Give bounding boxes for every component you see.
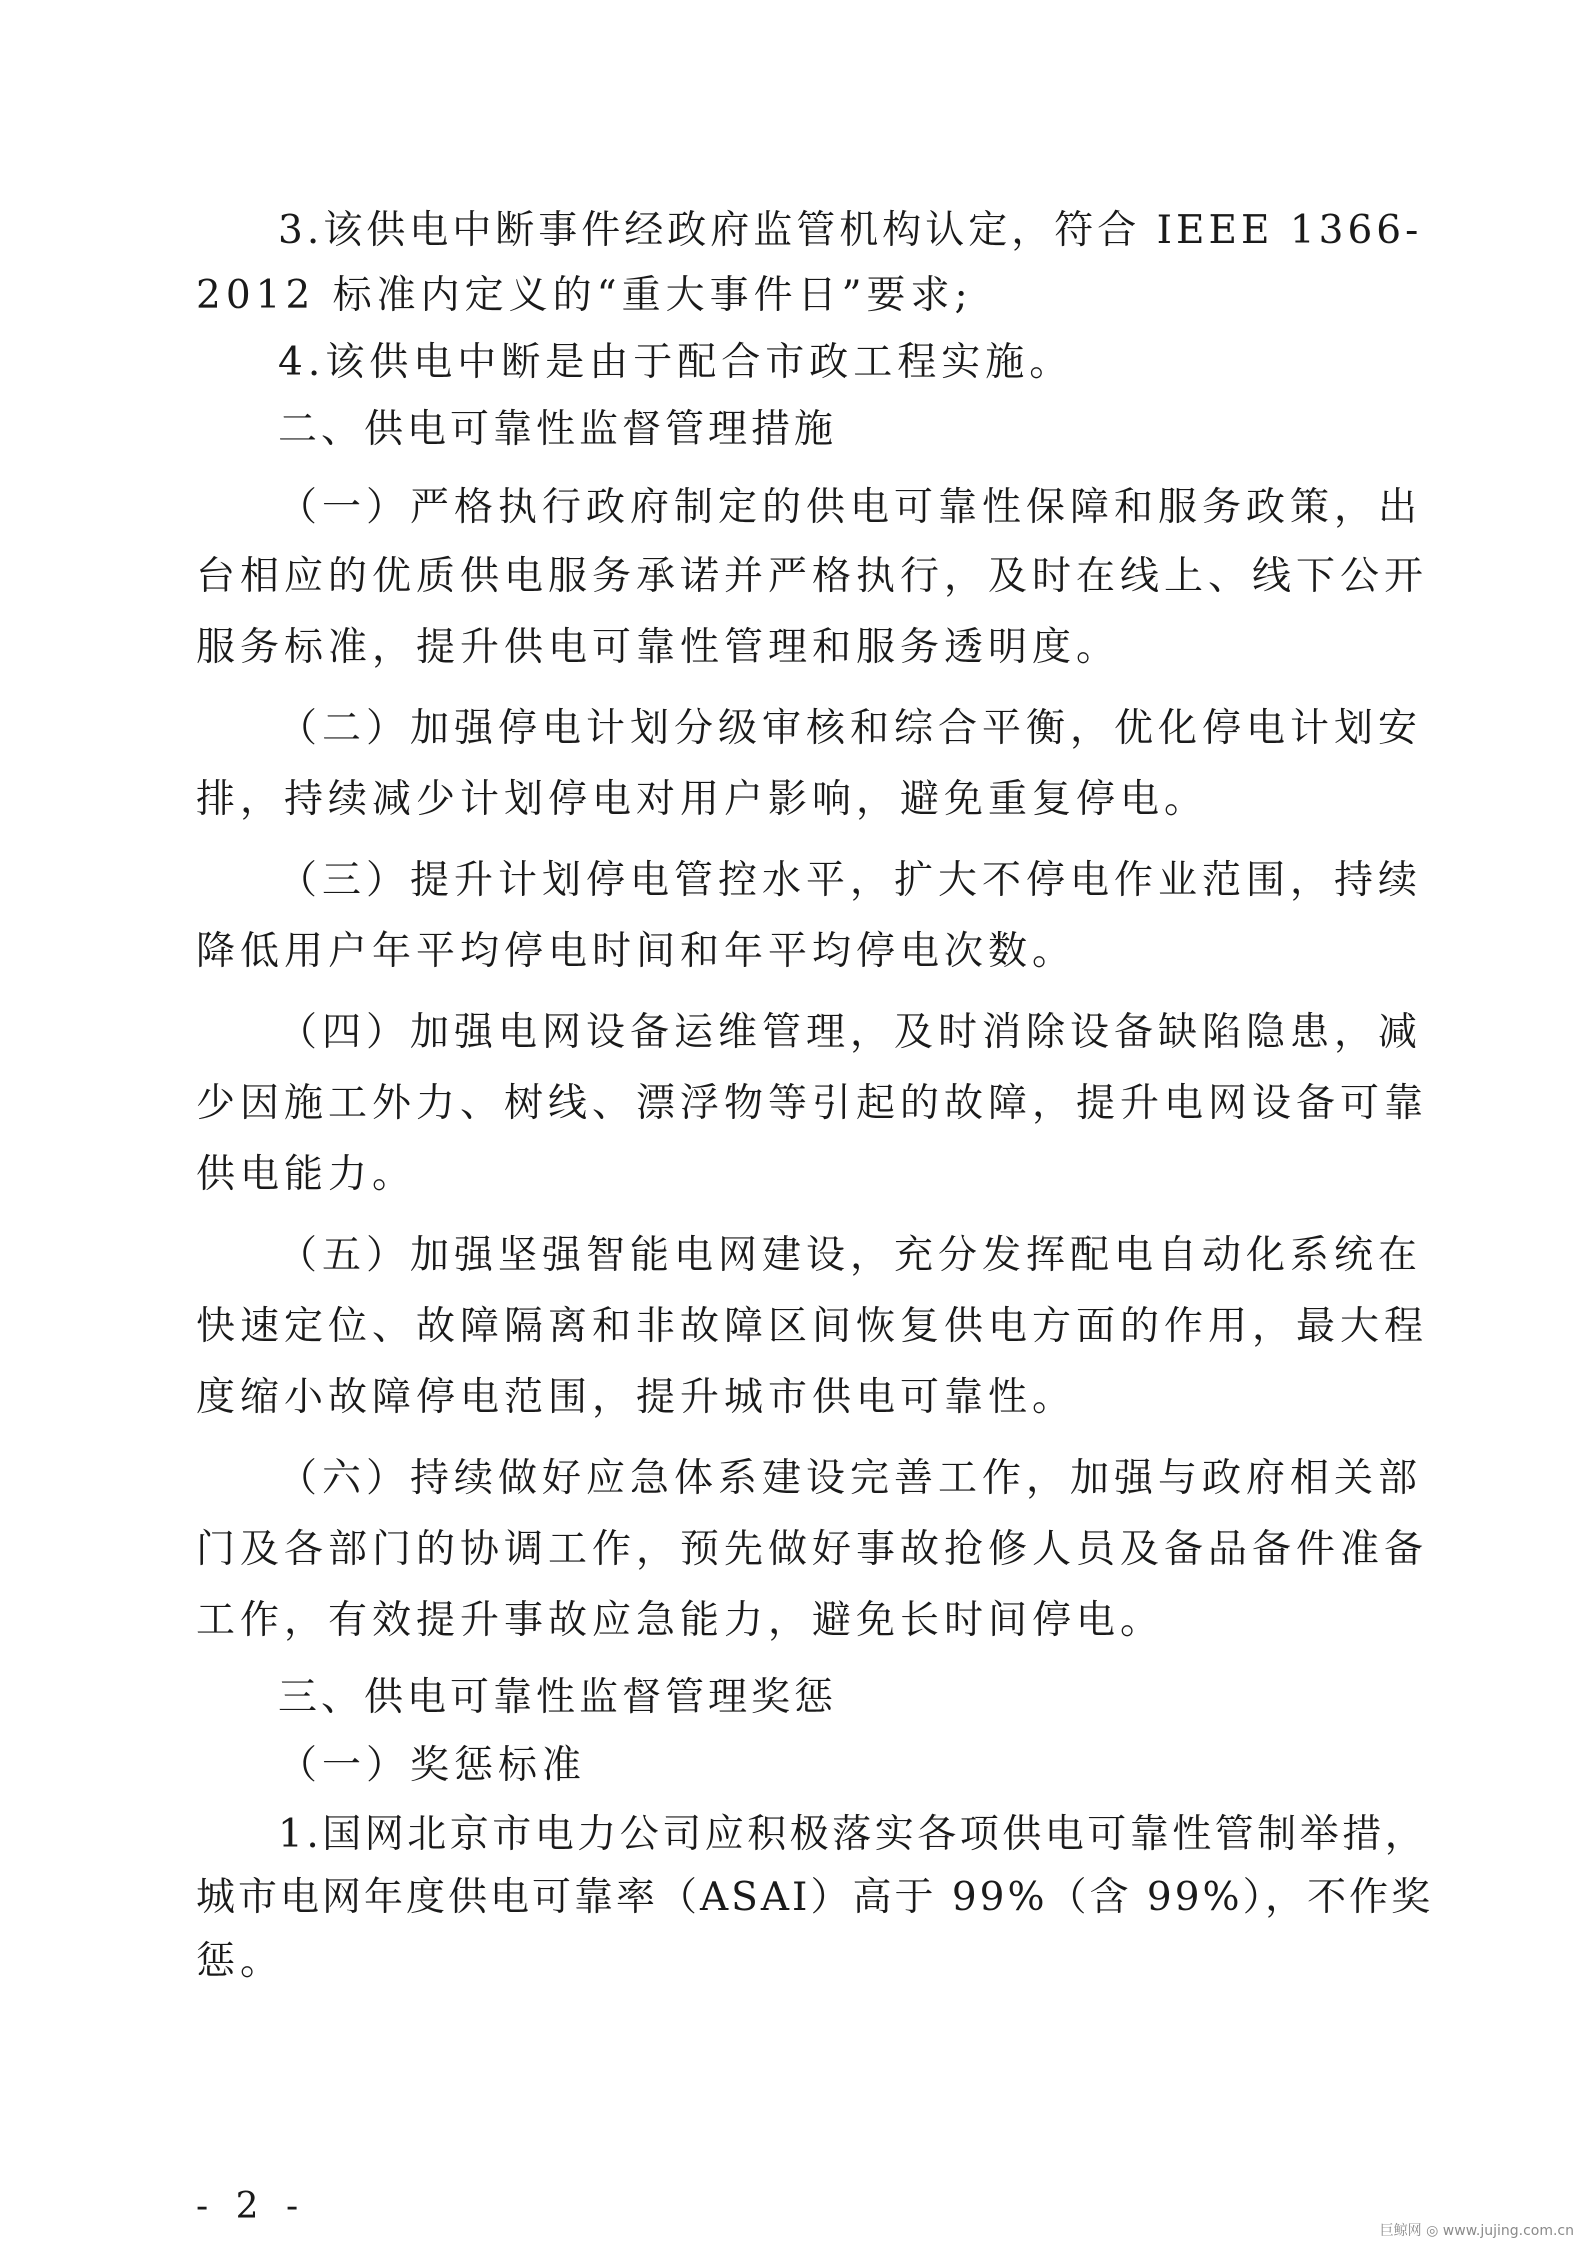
- paragraph-line: 门及各部门的协调工作，预先做好事故抢修人员及备品备件准备: [196, 1527, 1429, 1572]
- paragraph-line: （六）持续做好应急体系建设完善工作，加强与政府相关部: [278, 1456, 1423, 1501]
- paragraph-line: 台相应的优质供电服务承诺并严格执行，及时在线上、线下公开: [196, 554, 1429, 599]
- paragraph-line: 2012 标准内定义的“重大事件日”要求;: [196, 273, 973, 318]
- paragraph-line: 度缩小故障停电范围，提升城市供电可靠性。: [196, 1375, 1077, 1420]
- paragraph-line: 城市电网年度供电可靠率（ASAI）高于 99%（含 99%），不作奖: [196, 1875, 1434, 1920]
- subsection-heading: （一）奖惩标准: [278, 1743, 587, 1788]
- paragraph-line: （二）加强停电计划分级审核和综合平衡，优化停电计划安: [278, 706, 1423, 751]
- paragraph-line: （四）加强电网设备运维管理，及时消除设备缺陷隐患，减: [278, 1010, 1423, 1055]
- paragraph-line: 排，持续减少计划停电对用户影响，避免重复停电。: [196, 777, 1209, 822]
- paragraph-line: 1.国网北京市电力公司应积极落实各项供电可靠性管制举措，: [278, 1812, 1428, 1857]
- paragraph-line: 4.该供电中断是由于配合市政工程实施。: [278, 340, 1074, 385]
- paragraph-line: 服务标准，提升供电可靠性管理和服务透明度。: [196, 625, 1121, 670]
- section-heading: 三、供电可靠性监督管理奖惩: [278, 1675, 838, 1720]
- paragraph-line: （三）提升计划停电管控水平，扩大不停电作业范围，持续: [278, 858, 1423, 903]
- paragraph-line: 工作，有效提升事故应急能力，避免长时间停电。: [196, 1598, 1165, 1643]
- section-heading: 二、供电可靠性监督管理措施: [278, 407, 838, 452]
- paragraph-line: 降低用户年平均停电时间和年平均停电次数。: [196, 929, 1077, 974]
- paragraph-line: （五）加强坚强智能电网建设，充分发挥配电自动化系统在: [278, 1233, 1423, 1278]
- watermark: 巨鲸网 ◎ www.jujing.com.cn: [1379, 2223, 1574, 2239]
- paragraph-line: 供电能力。: [196, 1152, 417, 1197]
- page-number: - 2 -: [196, 2186, 307, 2227]
- paragraph-line: 惩。: [196, 1939, 285, 1984]
- paragraph-line: 快速定位、故障隔离和非故障区间恢复供电方面的作用，最大程: [196, 1304, 1429, 1349]
- paragraph-line: 少因施工外力、树线、漂浮物等引起的故障，提升电网设备可靠: [196, 1081, 1429, 1126]
- paragraph-line: （一）严格执行政府制定的供电可靠性保障和服务政策，出: [278, 485, 1423, 530]
- paragraph-line: 3.该供电中断事件经政府监管机构认定，符合 IEEE 1366-: [278, 208, 1423, 253]
